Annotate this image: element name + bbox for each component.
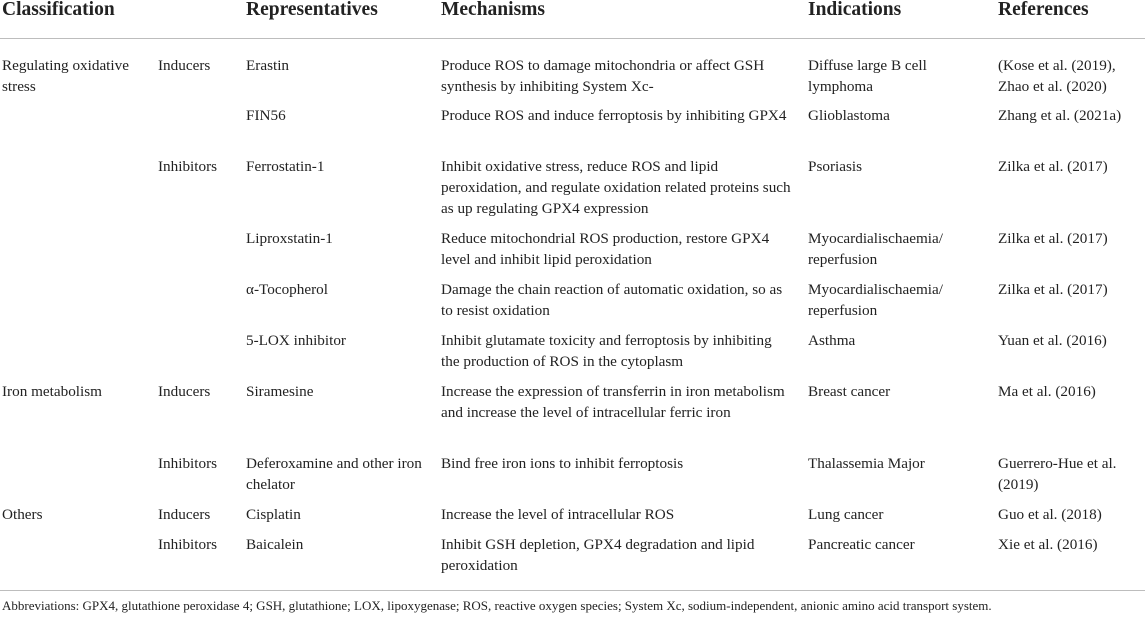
cell-mechanism: Increase the expression of transferrin in iron metabolism and increase the level of intracellular ferric iron (441, 383, 785, 421)
cell-indication: Asthma (808, 332, 856, 349)
header-representatives: Representatives (246, 0, 378, 20)
cell-indication: Myocardialischaemia/ reperfusion (808, 281, 943, 319)
cell-reference: (Kose et al. (2019), Zhao et al. (2020) (998, 57, 1116, 95)
cell-mechanism: Produce ROS to damage mitochondria or affect GSH synthesis by inhibiting System Xc- (441, 57, 765, 95)
cell-mechanism: Bind free iron ions to inhibit ferroptosis (441, 455, 684, 472)
cell-reference: Yuan et al. (2016) (998, 332, 1107, 349)
cell-reference: Zilka et al. (2017) (998, 281, 1108, 298)
cell-representative: Baicalein (246, 536, 304, 553)
cell-indication: Pancreatic cancer (808, 536, 915, 553)
header-references: References (998, 0, 1089, 20)
cell-type: Inhibitors (158, 158, 218, 175)
cell-representative: α-Tocopherol (246, 281, 328, 298)
cell-type: Inducers (158, 506, 211, 523)
cell-reference: Guerrero-Hue et al. (2019) (998, 455, 1117, 493)
cell-indication: Glioblastoma (808, 107, 890, 124)
cell-mechanism: Inhibit oxidative stress, reduce ROS and lipid peroxidation, and regulate oxidation related proteins such as up regulating GPX4 expression (441, 158, 791, 217)
cell-reference: Zilka et al. (2017) (998, 158, 1108, 175)
cell-type: Inducers (158, 57, 211, 74)
cell-mechanism: Damage the chain reaction of automatic oxidation, so as to resist oxidation (441, 281, 783, 319)
cell-classification: Iron metabolism (2, 383, 102, 400)
cell-indication: Psoriasis (808, 158, 863, 175)
cell-reference: Zhang et al. (2021a) (998, 107, 1122, 124)
cell-type: Inducers (158, 383, 211, 400)
cell-mechanism: Inhibit GSH depletion, GPX4 degradation and lipid peroxidation (441, 536, 755, 574)
table-header (0, 0, 1145, 39)
table-footnote: Abbreviations: GPX4, glutathione peroxidase 4; GSH, glutathione; LOX, lipoxygenase; ROS, reactive oxygen species; System Xc, sodium-independent, anionic amino acid transport system. (2, 598, 992, 613)
cell-mechanism: Inhibit glutamate toxicity and ferroptosis by inhibiting the production of ROS in the cytoplasm (441, 332, 772, 370)
cell-representative: Deferoxamine and other iron chelator (246, 455, 422, 493)
cell-classification: Others (2, 506, 43, 523)
cell-indication: Myocardialischaemia/ reperfusion (808, 230, 943, 268)
cell-representative: Cisplatin (246, 506, 301, 523)
cell-reference: Guo et al. (2018) (998, 506, 1102, 523)
cell-type: Inhibitors (158, 455, 218, 472)
cell-representative: Ferrostatin-1 (246, 158, 325, 175)
cell-mechanism: Increase the level of intracellular ROS (441, 506, 675, 523)
cell-reference: Xie et al. (2016) (998, 536, 1098, 553)
cell-mechanism: Reduce mitochondrial ROS production, restore GPX4 level and inhibit lipid peroxidation (441, 230, 770, 268)
header-mechanisms: Mechanisms (441, 0, 545, 20)
cell-indication: Breast cancer (808, 383, 891, 400)
header-classification: Classification (2, 0, 115, 20)
cell-representative: 5-LOX inhibitor (246, 332, 346, 349)
cell-indication: Lung cancer (808, 506, 884, 523)
cell-reference: Zilka et al. (2017) (998, 230, 1108, 247)
cell-representative: Siramesine (246, 383, 314, 400)
cell-reference: Ma et al. (2016) (998, 383, 1096, 400)
header-indications: Indications (808, 0, 902, 20)
cell-representative: Liproxstatin-1 (246, 230, 333, 247)
cell-representative: FIN56 (246, 107, 286, 124)
cell-type: Inhibitors (158, 536, 218, 553)
table-bottom-rule (0, 590, 1145, 591)
cell-classification: Regulating oxidative stress (2, 57, 129, 95)
cell-mechanism: Produce ROS and induce ferroptosis by inhibiting GPX4 (441, 107, 787, 124)
cell-indication: Thalassemia Major (808, 455, 925, 472)
cell-representative: Erastin (246, 57, 290, 74)
cell-indication: Diffuse large B cell lymphoma (808, 57, 927, 95)
